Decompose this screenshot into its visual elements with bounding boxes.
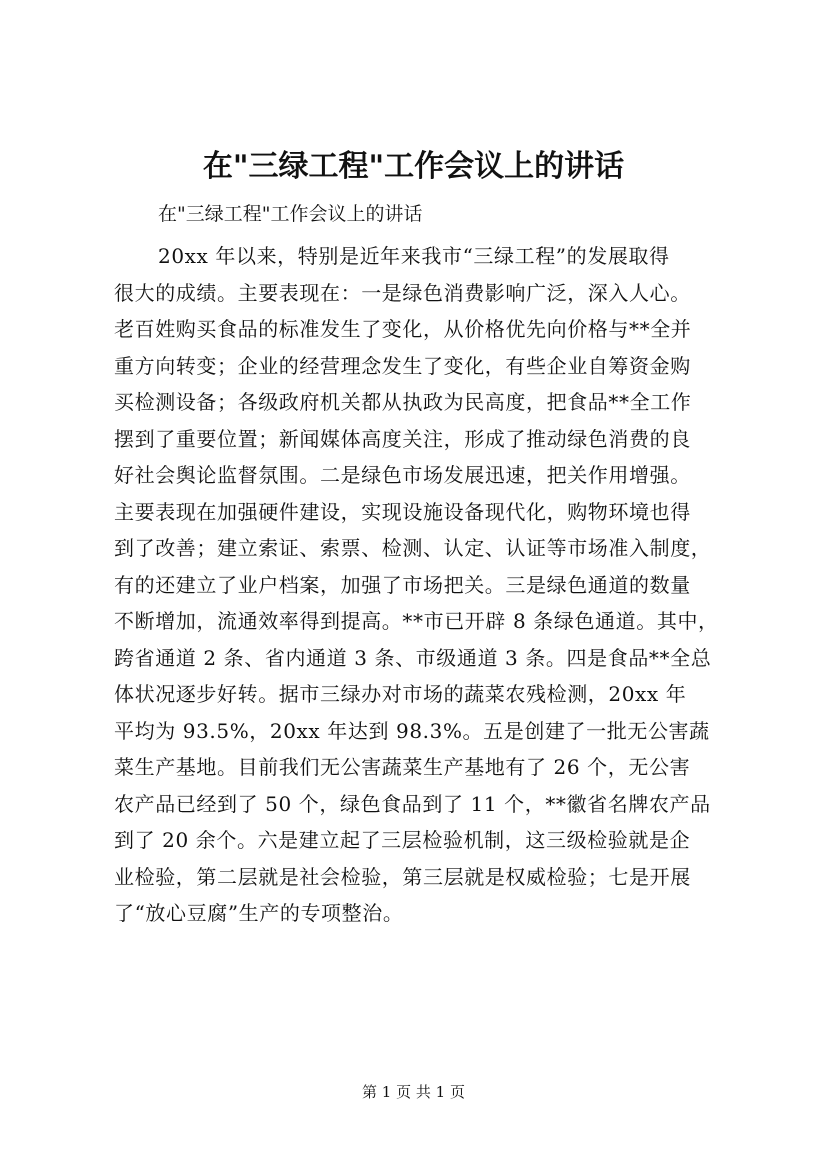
- body-line: 老百姓购买食品的标准发生了变化，从价格优先向价格与**全并: [114, 317, 692, 341]
- body-line: 好社会舆论监督氛围。二是绿色市场发展迅速，把关作用增强。: [114, 463, 691, 487]
- body-line: 有的还建立了业户档案，加强了市场把关。三是绿色通道的数量: [114, 572, 691, 597]
- body-line: 主要表现在加强硬件建设，实现设施设备现代化，购物环境也得: [114, 499, 691, 524]
- page-footer: 第 1 页 共 1 页: [362, 1083, 465, 1101]
- body-line: 重方向转变；企业的经营理念发生了变化，有些企业自筹资金购: [114, 353, 691, 378]
- body-line: 业检验，第二层就是社会检验，第三层就是权威检验；七是开展: [114, 864, 691, 889]
- body-line: 很大的成绩。主要表现在：一是绿色消费影响广泛，深入人心。: [114, 280, 691, 305]
- body-line: 平均为 93.5%，20xx 年达到 98.3%。五是创建了一批无公害蔬: [114, 718, 710, 743]
- body-line: 到了改善；建立索证、索票、检测、认定、认证等市场准入制度，: [114, 536, 712, 560]
- document-body: [114, 238, 744, 932]
- body-line: 体状况逐步好转。据市三绿办对市场的蔬菜农残检测，20xx 年: [114, 682, 687, 706]
- body-line: 跨省通道 2 条、省内通道 3 条、市级通道 3 条。四是食品**全总: [114, 645, 712, 670]
- body-line: 农产品已经到了 50 个，绿色食品到了 11 个，**徽省名牌农产品: [114, 791, 711, 816]
- body-line: 到了 20 余个。六是建立起了三层检验机制，这三级检验就是企: [114, 828, 691, 852]
- body-line: 菜生产基地。目前我们无公害蔬菜生产基地有了 26 个，无公害: [114, 755, 691, 779]
- body-line: 买检测设备；各级政府机关都从执政为民高度，把食品**全工作: [114, 390, 692, 414]
- document-subtitle: 在"三绿工程"工作会议上的讲话: [158, 203, 423, 225]
- body-line: 了“放心豆腐”生产的专项整治。: [114, 901, 404, 925]
- document-title: 在"三绿工程"工作会议上的讲话: [202, 149, 625, 184]
- body-line: 不断增加，流通效率得到提高。**市已开辟 8 条绿色通道。其中，: [114, 609, 719, 633]
- body-line: 摆到了重要位置；新闻媒体高度关注，形成了推动绿色消费的良: [114, 426, 691, 451]
- body-line: 20xx 年以来，特别是近年来我市“三绿工程”的发展取得: [158, 244, 670, 268]
